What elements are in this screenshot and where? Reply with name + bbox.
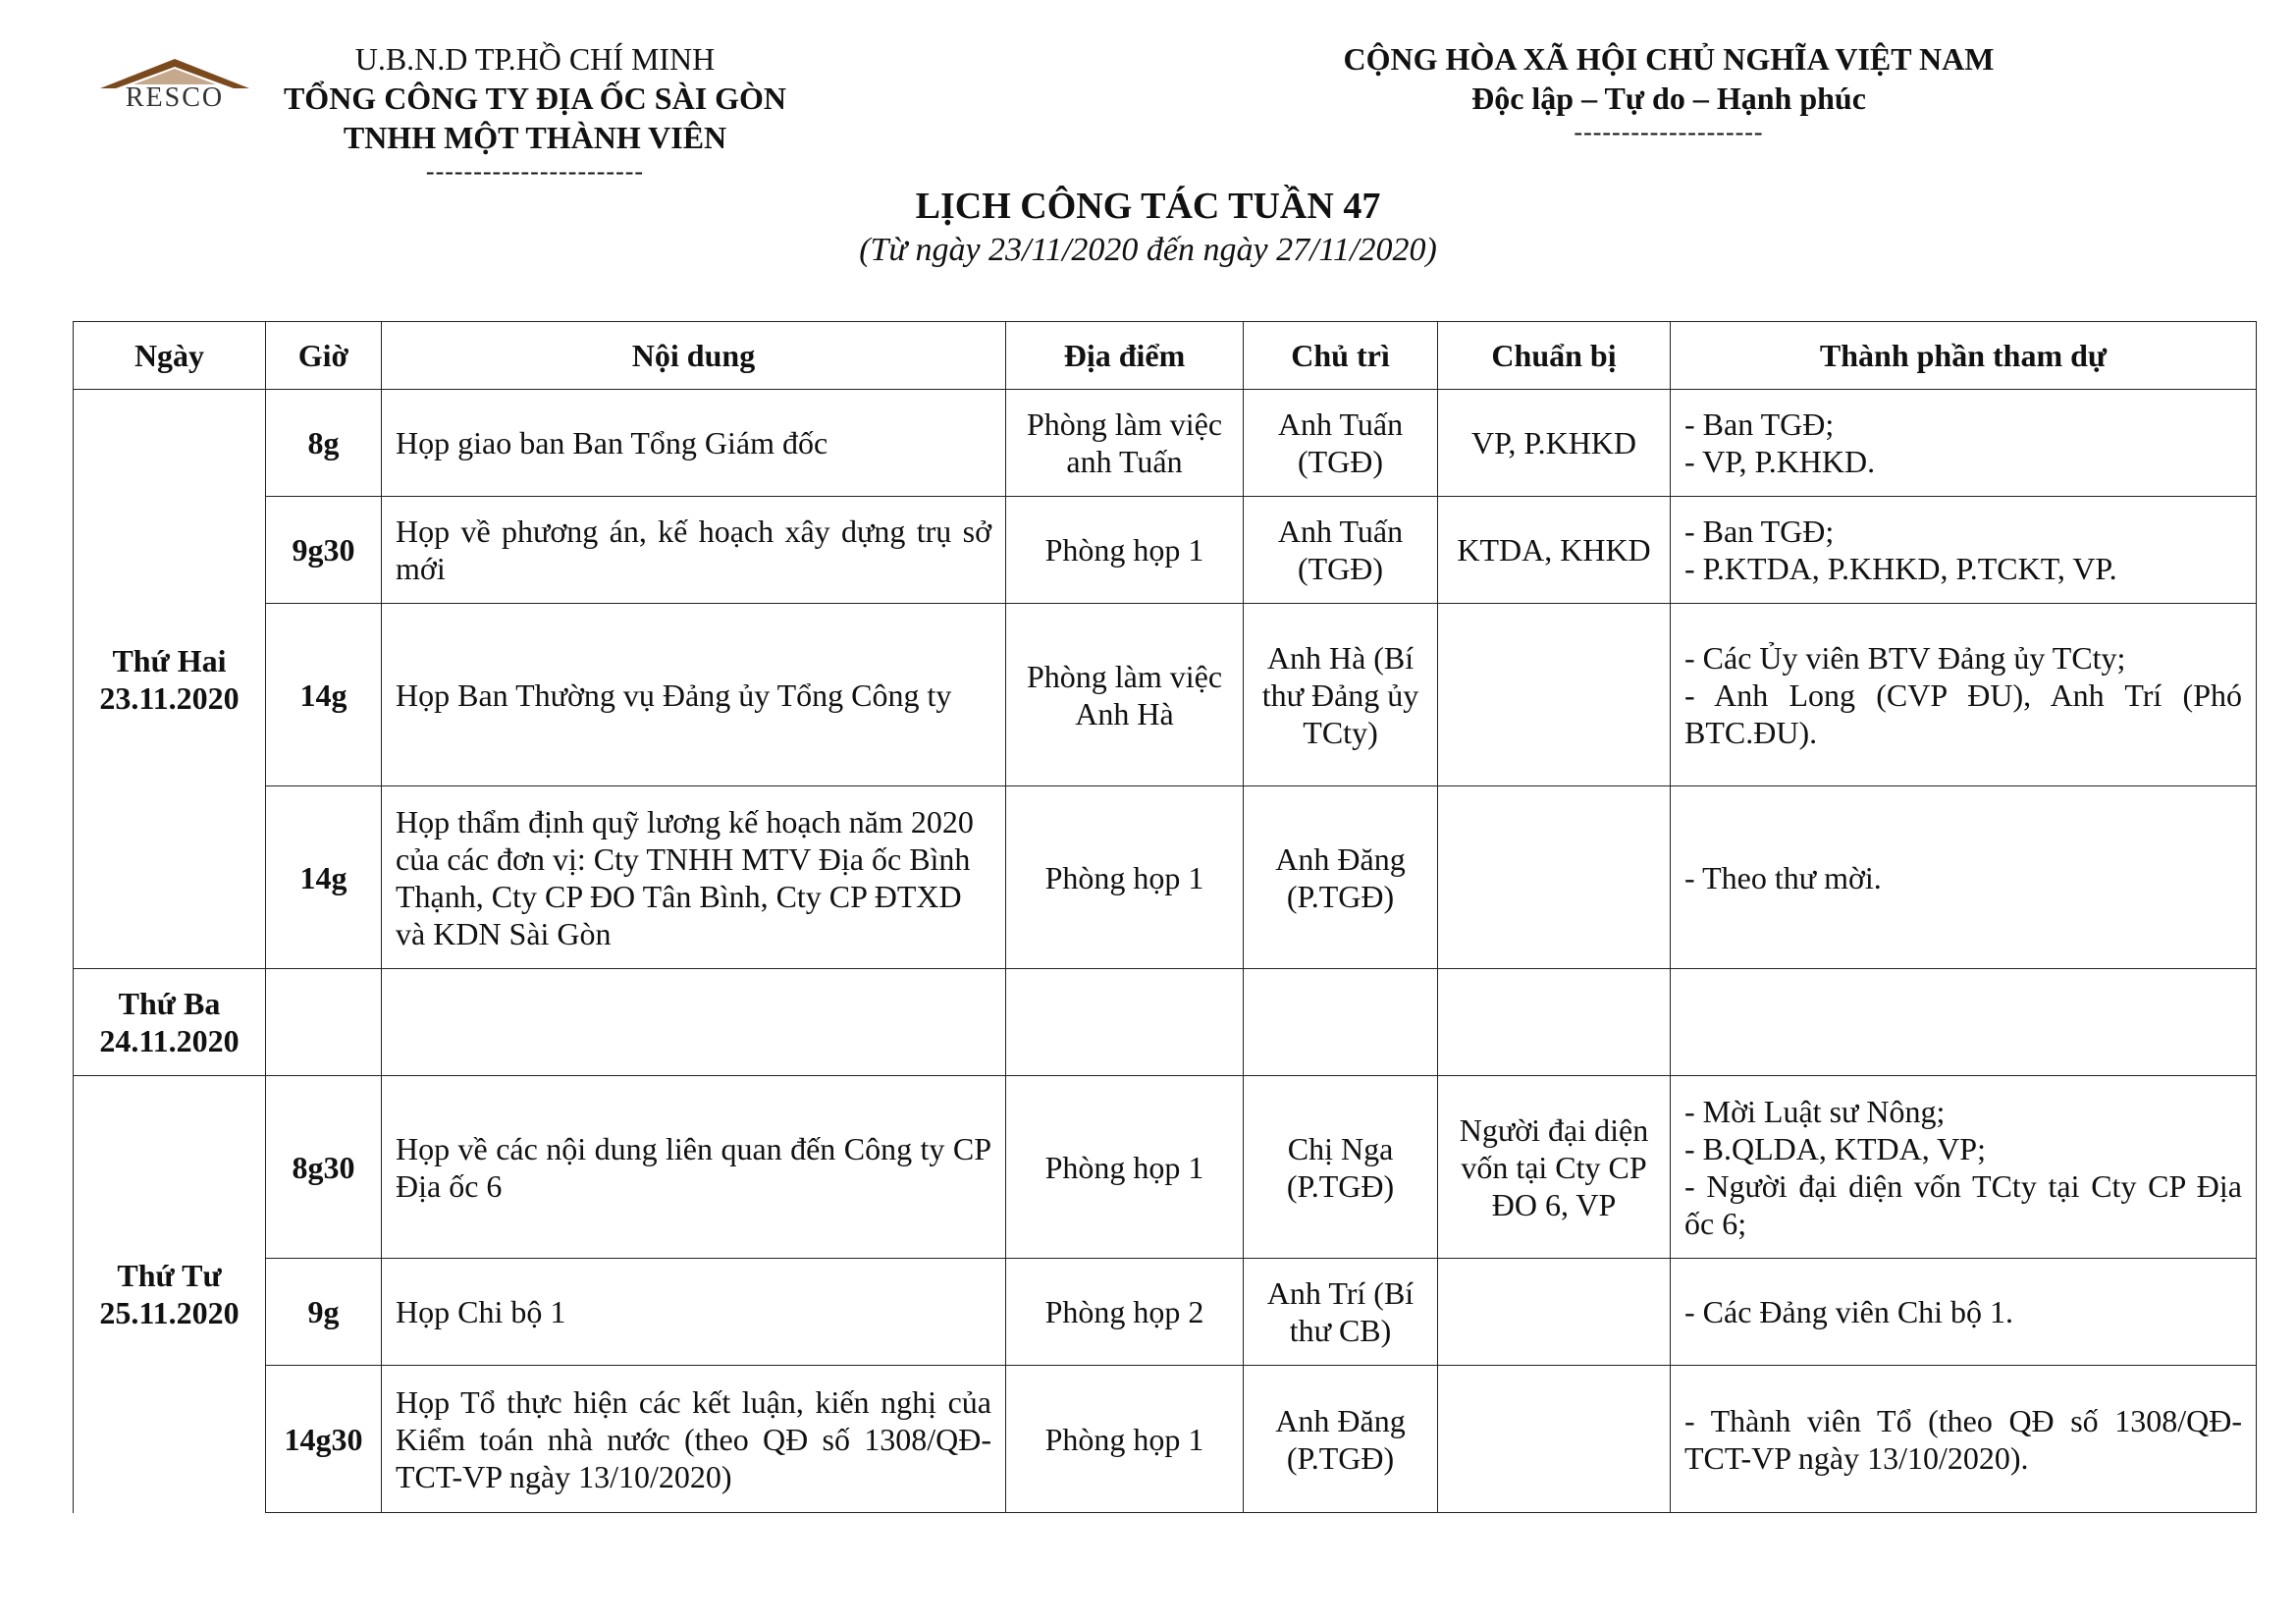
chair-cell: Anh Đăng (P.TGĐ) [1244, 1366, 1438, 1513]
content-cell: Họp giao ban Ban Tổng Giám đốc [382, 390, 1006, 497]
table-header-row [74, 322, 2257, 390]
day-name: Thứ Tư [117, 1258, 222, 1294]
attendee-line: - Thành viên Tổ (theo QĐ số 1308/QĐ-TCT-VP ngày 13/10/2020). [1684, 1402, 2242, 1476]
time-cell: 14g [266, 786, 382, 969]
content-cell: Họp Chi bộ 1 [382, 1259, 1006, 1366]
location-cell: Phòng họp 1 [1006, 786, 1244, 969]
content-cell: Họp thẩm định quỹ lương kế hoạch năm 2020 của các đơn vị: Cty TNHH MTV Địa ốc Bình Thạnh, Cty CP ĐO Tân Bình, Cty CP ĐTXD và KDN Sài Gòn [382, 786, 1006, 969]
org-type: TNHH MỘT THÀNH VIÊN [343, 120, 727, 155]
chair-cell: Anh Hà (Bí thư Đảng ủy TCty) [1244, 604, 1438, 786]
day-date: 24.11.2020 [99, 1023, 240, 1058]
attendee-line: - Ban TGĐ; [1684, 514, 1835, 549]
header-content: Nội dung [382, 322, 1006, 390]
attendees-cell [1671, 786, 2257, 969]
content-cell: Họp về phương án, kế hoạch xây dựng trụ sở mới [382, 497, 1006, 604]
header-prep: Chuẩn bị [1438, 322, 1671, 390]
national-header [1315, 39, 2022, 147]
chair-cell: Anh Đăng (P.TGĐ) [1244, 786, 1438, 969]
attendees-cell [1671, 1076, 2257, 1259]
content-cell: Họp Tổ thực hiện các kết luận, kiến nghị của Kiểm toán nhà nước (theo QĐ số 1308/QĐ-TCT-VP ngày 13/10/2020) [382, 1366, 1006, 1513]
attendees-cell [1671, 604, 2257, 786]
time-cell: 8g30 [266, 1076, 382, 1259]
day-name: Thứ Ba [118, 986, 221, 1021]
day-name: Thứ Hai [112, 642, 227, 678]
time-cell: 9g30 [266, 497, 382, 604]
attendees-cell [1671, 1366, 2257, 1513]
org-name: TỔNG CÔNG TY ĐỊA ỐC SÀI GÒN [283, 81, 787, 116]
chair-cell: Anh Tuấn (TGĐ) [1244, 390, 1438, 497]
content-cell: Họp Ban Thường vụ Đảng ủy Tổng Công ty [382, 604, 1006, 786]
chair-cell [1244, 969, 1438, 1076]
content-cell: Họp về các nội dung liên quan đến Công ty CP Địa ốc 6 [382, 1076, 1006, 1259]
org-parent: U.B.N.D TP.HỒ CHÍ MINH [354, 41, 716, 77]
attendee-line: - Mời Luật sư Nông; [1684, 1093, 1946, 1129]
attendee-line: - Các Ủy viên BTV Đảng ủy TCty; [1684, 639, 2126, 676]
header-attendees: Thành phần tham dự [1671, 322, 2257, 390]
prep-cell [1438, 969, 1671, 1076]
content-cell [382, 969, 1006, 1076]
header-day: Ngày [74, 322, 266, 390]
header-time: Giờ [266, 322, 382, 390]
attendee-line: - Anh Long (CVP ĐU), Anh Trí (Phó BTC.ĐU). [1684, 677, 2242, 750]
document-title: LỊCH CÔNG TÁC TUẦN 47 [915, 186, 1381, 227]
location-cell: Phòng họp 2 [1006, 1259, 1244, 1366]
prep-cell [1438, 786, 1671, 969]
attendees-cell [1671, 497, 2257, 604]
table-row [74, 1259, 2257, 1366]
location-cell: Phòng làm việc anh Tuấn [1006, 390, 1244, 497]
chair-cell: Anh Trí (Bí thư CB) [1244, 1259, 1438, 1366]
table-row [74, 604, 2257, 786]
location-cell: Phòng họp 1 [1006, 1366, 1244, 1513]
location-cell: Phòng làm việc Anh Hà [1006, 604, 1244, 786]
time-cell: 14g30 [266, 1366, 382, 1513]
attendee-line: - Theo thư mời. [1684, 859, 1882, 895]
attendee-line: - Ban TGĐ; [1684, 406, 1835, 442]
location-cell [1006, 969, 1244, 1076]
attendees-cell [1671, 969, 2257, 1076]
schedule-table [73, 321, 2257, 1513]
prep-cell: VP, P.KHKD [1438, 390, 1671, 497]
attendees-cell [1671, 390, 2257, 497]
table-row [74, 1366, 2257, 1513]
header-chair: Chủ trì [1244, 322, 1438, 390]
prep-cell [1438, 1366, 1671, 1513]
document-date-range: (Từ ngày 23/11/2020 đến ngày 27/11/2020) [859, 232, 1437, 268]
prep-cell [1438, 1259, 1671, 1366]
day-cell [74, 969, 266, 1076]
national-motto: Độc lập – Tự do – Hạnh phúc [1471, 81, 1866, 116]
day-date: 25.11.2020 [99, 1295, 240, 1331]
attendee-line: - Người đại diện vốn TCty tại Cty CP Địa ốc 6; [1684, 1167, 2242, 1241]
time-cell [266, 969, 382, 1076]
location-cell: Phòng họp 1 [1006, 497, 1244, 604]
table-row [74, 1076, 2257, 1259]
national-title: CỘNG HÒA XÃ HỘI CHỦ NGHĨA VIỆT NAM [1343, 41, 1995, 77]
chair-cell: Chị Nga (P.TGĐ) [1244, 1076, 1438, 1259]
header-location: Địa điểm [1006, 322, 1244, 390]
prep-cell: Người đại diện vốn tại Cty CP ĐO 6, VP [1438, 1076, 1671, 1259]
attendee-line: - P.KTDA, P.KHKD, P.TCKT, VP. [1684, 551, 2117, 586]
logo-text: RESCO [125, 82, 225, 113]
table-row [74, 390, 2257, 497]
table-row [74, 497, 2257, 604]
attendee-line: - VP, P.KHKD. [1684, 444, 1876, 479]
attendee-line: - Các Đảng viên Chi bộ 1. [1684, 1294, 2014, 1329]
day-cell [74, 1076, 266, 1513]
table-row [74, 969, 2257, 1076]
day-date: 23.11.2020 [99, 679, 240, 716]
org-separator: ----------------------- [425, 157, 645, 186]
national-separator: -------------------- [1574, 118, 1764, 146]
prep-cell: KTDA, KHKD [1438, 497, 1671, 604]
time-cell: 9g [266, 1259, 382, 1366]
time-cell: 8g [266, 390, 382, 497]
day-cell [74, 390, 266, 969]
table-row [74, 786, 2257, 969]
org-header [265, 39, 805, 187]
location-cell: Phòng họp 1 [1006, 1076, 1244, 1259]
attendees-cell [1671, 1259, 2257, 1366]
prep-cell [1438, 604, 1671, 786]
time-cell: 14g [266, 604, 382, 786]
attendee-line: - B.QLDA, KTDA, VP; [1684, 1130, 1986, 1166]
chair-cell: Anh Tuấn (TGĐ) [1244, 497, 1438, 604]
